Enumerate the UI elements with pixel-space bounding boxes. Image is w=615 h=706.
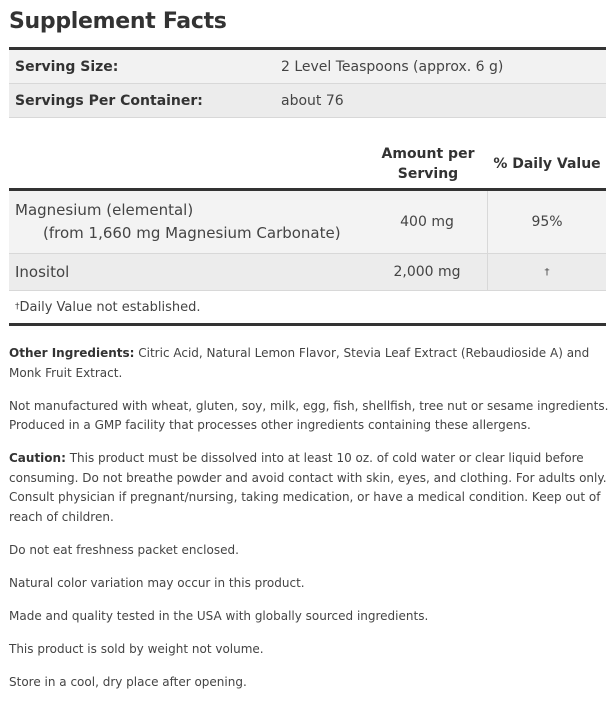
footnote-text: Daily Value not established. <box>19 299 201 315</box>
made-in-usa-note: Made and quality tested in the USA with globally sourced ingredients. <box>9 608 429 623</box>
serving-size-value: 2 Level Teaspoons (approx. 6 g) <box>281 58 504 75</box>
nutrient-amount: 2,000 mg <box>393 264 461 280</box>
caution-text: This product must be dissolved into at least 10 oz. of cold water or clear liquid before consuming. Do not breathe powder and avoid contact with skin, eyes, and clothing. For adults only. Consult physician if pregnant/nursing, taking medication, or have a medical condition. Keep out of reach of children. <box>9 451 607 524</box>
caution-label: Caution: <box>9 451 66 465</box>
header-daily-value: % Daily Value <box>493 156 601 172</box>
table-row <box>9 254 606 291</box>
nutrient-amount: 400 mg <box>400 214 454 230</box>
nutrient-name-cell <box>9 191 367 253</box>
dagger-symbol: † <box>15 302 20 312</box>
servings-per-container-value: about 76 <box>281 92 344 109</box>
header-amount-per-serving <box>368 144 488 184</box>
sold-by-weight-note: This product is sold by weight not volume. <box>9 641 264 656</box>
servings-per-container-label: Servings Per Container: <box>15 92 203 109</box>
serving-size-label: Serving Size: <box>15 58 119 75</box>
serving-info-table <box>9 47 606 118</box>
other-ingredients-label: Other Ingredients: <box>9 346 135 360</box>
storage-note: Store in a cool, dry place after opening. <box>9 674 247 689</box>
header-amount-line2: Serving <box>397 166 459 182</box>
allergen-statement: Not manufactured with wheat, gluten, soy, milk, egg, fish, shellfish, tree nut or sesame ingredients. Produced in a GMP facility that processes other ingredients containing these allergens. <box>9 398 609 432</box>
nutrient-source: (from 1,660 mg Magnesium Carbonate) <box>43 224 341 242</box>
freshness-packet-note: Do not eat freshness packet enclosed. <box>9 542 239 557</box>
color-variation-note: Natural color variation may occur in this product. <box>9 575 305 590</box>
nutrient-name-cell <box>9 254 367 290</box>
supplement-facts-table <box>9 140 606 326</box>
table-row <box>9 191 606 254</box>
nutrient-daily-value: † <box>487 254 606 290</box>
daily-value-footnote <box>9 291 606 326</box>
other-ingredients <box>9 344 609 383</box>
nutrient-name: Magnesium (elemental) <box>15 201 194 219</box>
facts-table-header <box>9 140 606 191</box>
page-title: Supplement Facts <box>9 9 227 34</box>
serving-size-row <box>9 50 606 84</box>
nutrient-daily-value: 95% <box>487 191 606 253</box>
servings-per-container-row <box>9 84 606 118</box>
nutrient-name: Inositol <box>15 263 70 281</box>
caution-statement <box>9 449 609 527</box>
product-notes <box>9 344 609 706</box>
other-ingredients-text: Citric Acid, Natural Lemon Flavor, Stevia Leaf Extract (Rebaudioside A) and Monk Fruit Extract. <box>9 346 590 380</box>
header-amount-line1: Amount per <box>381 146 475 162</box>
